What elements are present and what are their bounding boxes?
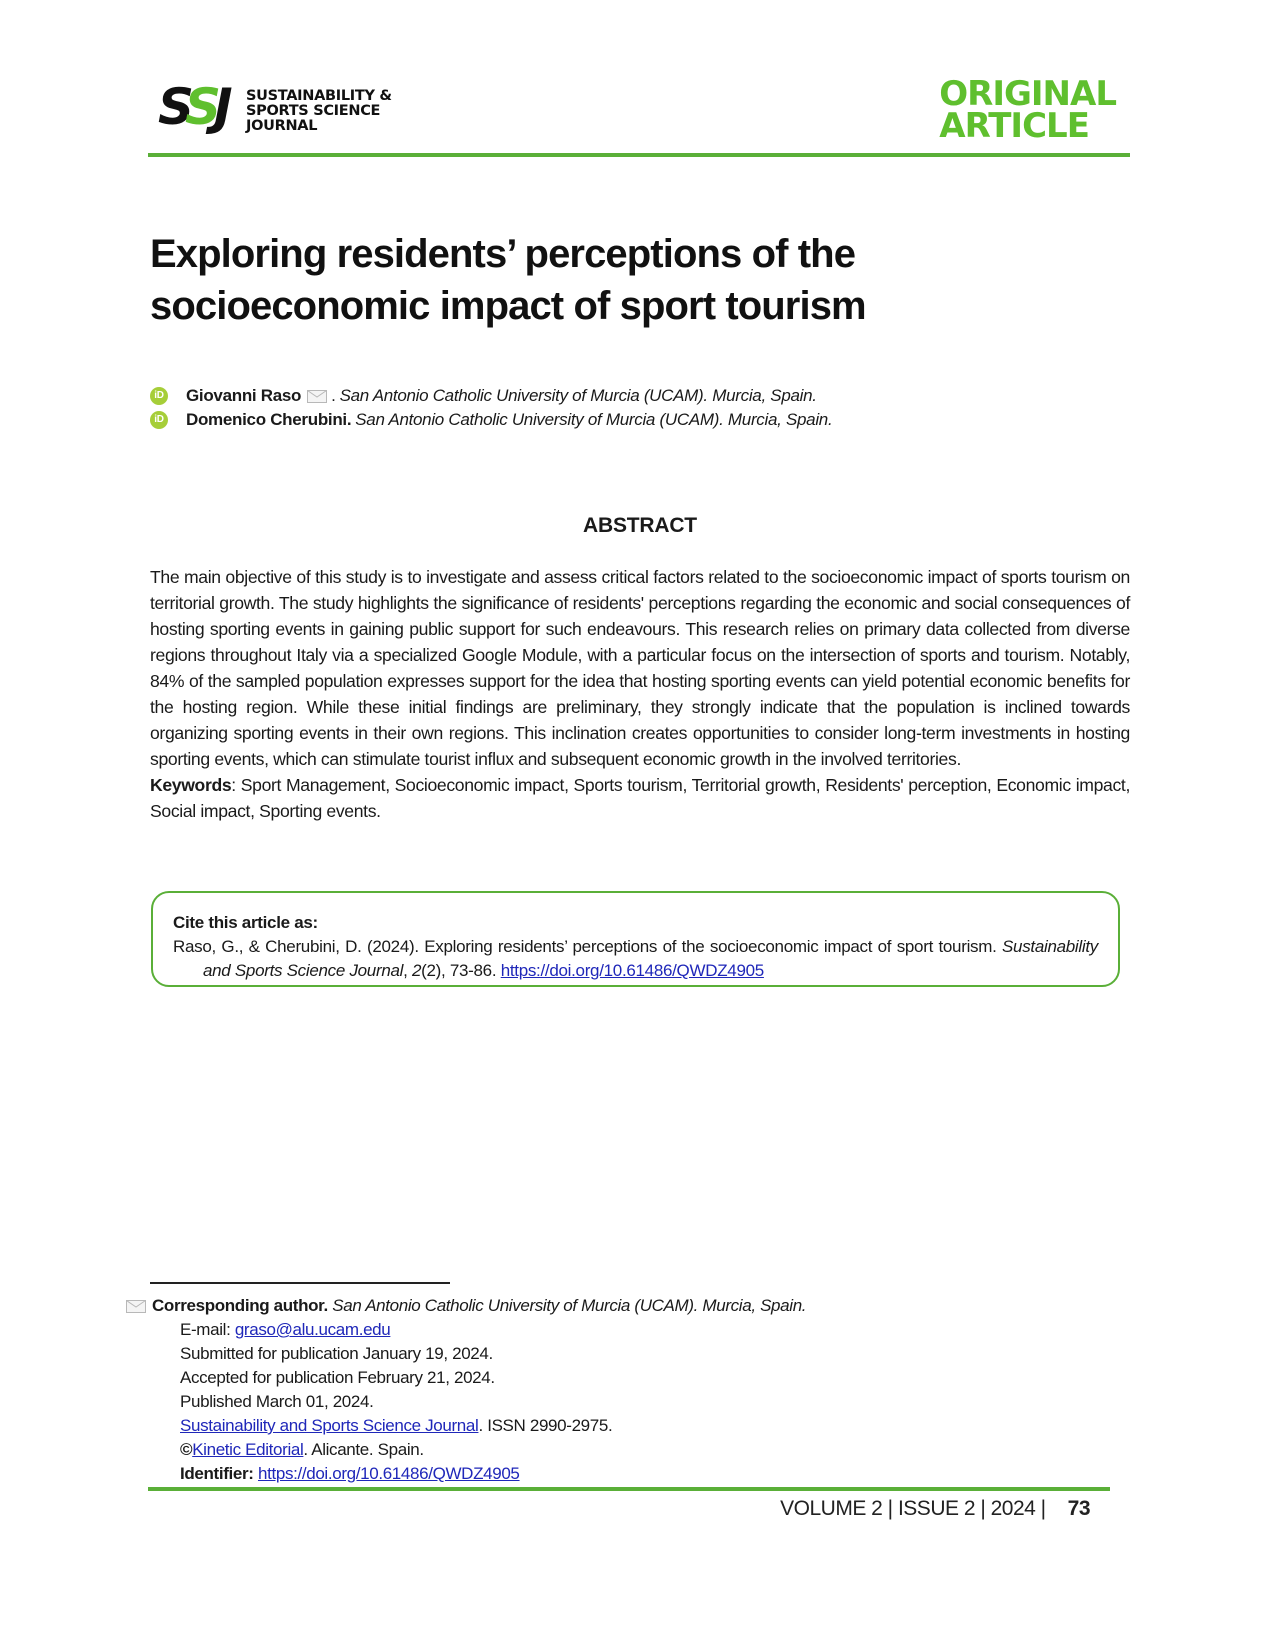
citation-text: Raso, G., & Cherubini, D. (2024). Exploring residents’ perceptions of the socioeconomic impact of sport tourism. Sustainability and Sports Science Journal, 2(2), 73-86. https://doi.org/10.61486/QWDZ4905 — [173, 937, 1098, 980]
logo-mark: S S J — [158, 78, 228, 136]
citation-box — [151, 891, 1120, 987]
abstract-heading: ABSTRACT — [583, 514, 697, 537]
volume-issue-year: VOLUME 2 | ISSUE 2 | 2024 | — [780, 1497, 1046, 1520]
publisher-line: ©Kinetic Editorial. Alicante. Spain. — [180, 1440, 424, 1459]
mail-icon[interactable] — [307, 390, 327, 403]
author-list — [150, 384, 832, 432]
citation-journal: Sustainability and Sports Science Journal — [203, 937, 1098, 980]
article-title: Exploring residents’ perceptions of the socioeconomic impact of sport tourism — [150, 232, 866, 328]
issn-line: Sustainability and Sports Science Journal. ISSN 2990-2975. — [180, 1416, 613, 1435]
citation-volume: 2 — [411, 961, 422, 980]
page-number: 73 — [1067, 1497, 1090, 1520]
journal-link[interactable]: Sustainability and Sports Science Journal — [180, 1416, 479, 1435]
identifier-doi-link[interactable]: https://doi.org/10.61486/QWDZ4905 — [257, 1464, 520, 1483]
author-affiliation: San Antonio Catholic University of Murcia (UCAM). Murcia, Spain. — [355, 410, 833, 429]
citation-doi-link[interactable]: https://doi.org/10.61486/QWDZ4905 — [500, 961, 764, 980]
mail-icon — [126, 1300, 146, 1313]
header-rule — [148, 153, 1130, 157]
author-row — [150, 384, 832, 408]
footnote — [126, 1294, 806, 1486]
orcid-icon[interactable]: iD — [150, 411, 168, 429]
citation-label: Cite this article as: — [173, 913, 318, 932]
author-affiliation: San Antonio Catholic University of Murcia (UCAM). Murcia, Spain. — [339, 386, 817, 405]
published-date: Published March 01, 2024. — [180, 1392, 374, 1411]
journal-header — [148, 74, 1128, 158]
identifier-line: Identifier: https://doi.org/10.61486/QWDZ4905 — [180, 1464, 520, 1483]
abstract-body — [150, 564, 1130, 824]
email-link[interactable]: graso@alu.ucam.edu — [234, 1320, 391, 1339]
keywords-list: : Sport Management, Socioeconomic impact, Sports tourism, Territorial growth, Residents' perception, Economic impact, Social impact, Sporting events. — [150, 775, 1130, 821]
keywords — [150, 772, 1130, 824]
submitted-date: Submitted for publication January 19, 2024. — [180, 1344, 493, 1363]
logo-text: SUSTAINABILITY & SPORTS SCIENCE JOURNAL — [246, 87, 392, 134]
author-name: Giovanni Raso — [186, 386, 302, 405]
author-separator: . — [331, 386, 336, 405]
footnote-divider — [150, 1282, 450, 1284]
abstract-text: The main objective of this study is to investigate and assess critical factors related to the socioeconomic impact of sports tourism on territorial growth. The study highlights the significance of residents' perceptions regarding the economic and social consequences of hosting sporting events in gaining public support for such endeavours. This research relies on primary data collected from diverse regions throughout Italy via a specialized Google Module, with a particular focus on the intersection of sports and tourism. Notably, 84% of the sampled population expresses support for the idea that hosting sporting events can yield potential economic benefits for the hosting region. While these initial findings are preliminary, they strongly indicate that the population is inclined towards organizing sporting events in their own regions. This inclination creates opportunities to consider long-term investments in hosting sporting events, which can stimulate tourist influx and subsequent economic growth in the involved territories. — [150, 567, 1130, 769]
corresponding-author: Corresponding author. San Antonio Catholic University of Murcia (UCAM). Murcia, Spain. — [126, 1294, 806, 1318]
orcid-icon[interactable]: iD — [150, 387, 168, 405]
original-article-badge: ORIGINAL ARTICLE — [939, 74, 1116, 146]
accepted-date: Accepted for publication February 21, 2024. — [180, 1368, 495, 1387]
author-row — [150, 408, 832, 432]
journal-logo — [158, 78, 392, 136]
publisher-link[interactable]: Kinetic Editorial — [192, 1440, 304, 1459]
author-name: Domenico Cherubini. — [186, 410, 352, 429]
page-footer — [780, 1497, 1090, 1521]
footer-rule — [148, 1487, 1110, 1491]
keywords-label: Keywords — [150, 775, 232, 795]
email-line: E-mail: graso@alu.ucam.edu — [180, 1320, 391, 1339]
